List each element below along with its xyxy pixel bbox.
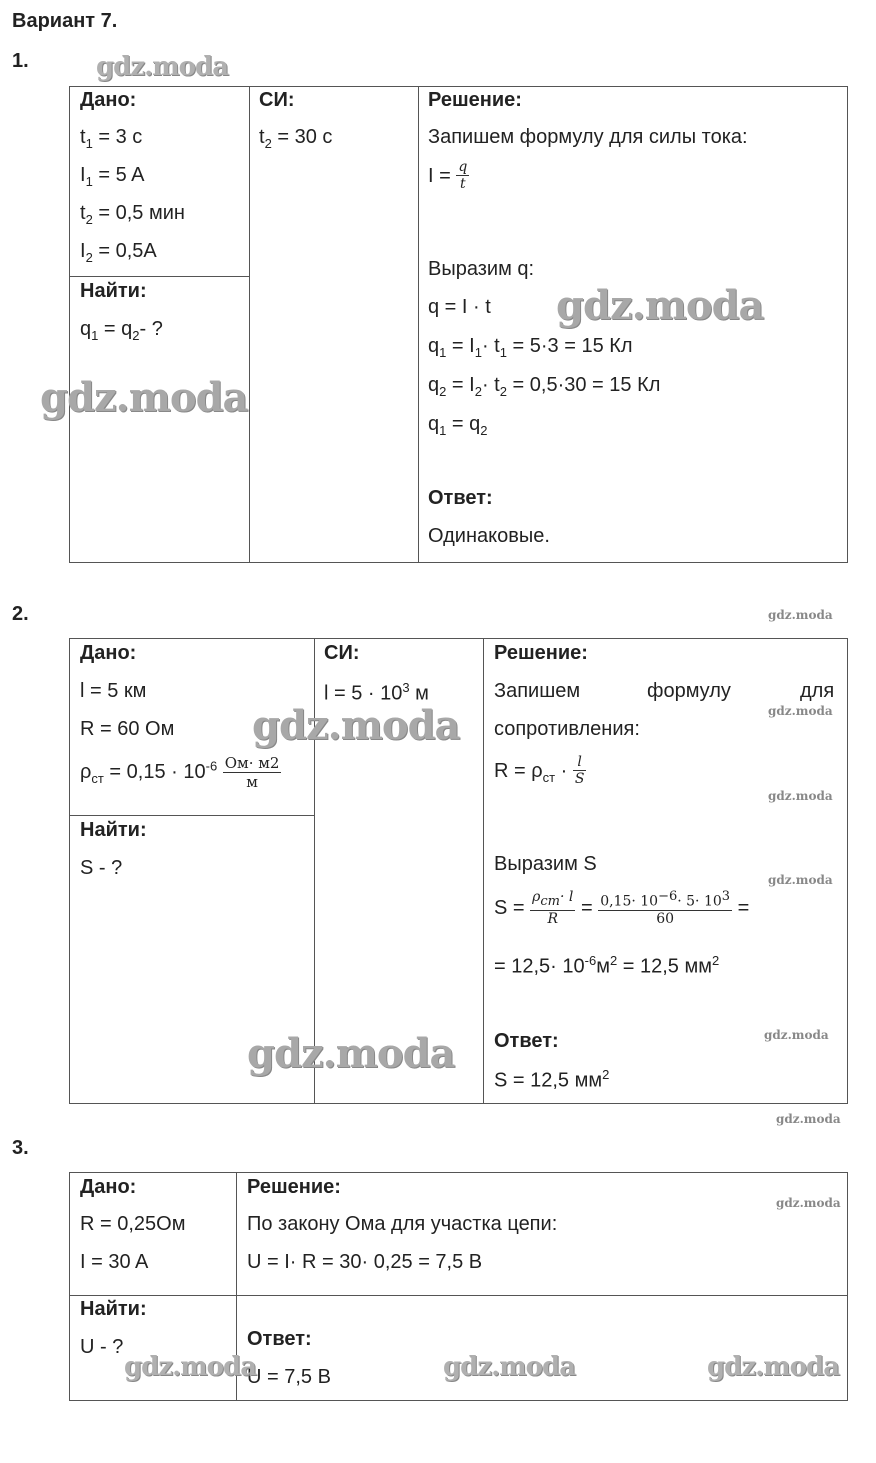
given-line: $\rho_{ст} = 0,15 \cdot 10^{-6}$ $\frac{Ом\cdot м2}{м}$ [80,754,280,791]
watermark: gdz.moda [768,873,833,887]
solution-eq3: $q_2 = I_2\cdot t_2 = 0,5\cdot 30 = 15$ Кл [428,374,661,399]
problem-2-solution-label: Решение: [494,642,588,664]
solution-intro-word: Запишем [494,680,581,702]
watermark: gdz.moda [764,1028,829,1042]
given-line: $t_2 = 0,5$ мин [80,202,185,227]
watermark: gdz.moda [776,1112,841,1126]
solution-result: = $12,5\cdot 10^{-6}м^2 = 12,5$ $мм^2$ [494,953,720,978]
problem-1-find-label: Найти: [80,280,147,302]
watermark: gdz.moda [707,1352,840,1382]
problem-3-number: 3. [12,1137,29,1159]
problem-2-number: 2. [12,603,29,625]
problem-2-find-label: Найти: [80,819,147,841]
watermark: gdz.moda [556,282,764,329]
problem-3-answer: U = 7,5 В [247,1366,331,1388]
problem-3-solution-label: Решение: [247,1176,341,1198]
watermark: gdz.moda [776,1196,841,1210]
formula-area: S = $\frac{\rho_{ст}\cdot l}{R}$ = $\frac{0,15\cdot 10^{-6}\cdot 5\cdot 10^3}{60}$ = [494,889,750,928]
find-line: U - ? [80,1336,124,1358]
problem-1-si-label: СИ: [259,89,295,111]
watermark: gdz.moda [768,608,833,622]
watermark: gdz.moda [124,1352,257,1382]
given-line: I = 30 A [80,1251,149,1273]
watermark: gdz.moda [768,789,833,803]
solution-express: Выразим S [494,853,597,875]
watermark: gdz.moda [40,374,248,421]
solution-intro-word: сопротивления: [494,718,640,740]
formula-resistance: $R = \rho_{ст}$ · $\frac{l}{S}$ [494,754,585,788]
given-line: R = 0,25Ом [80,1213,186,1235]
solution-express: Выразим q: [428,258,535,280]
problem-1-answer: Одинаковые. [428,525,550,547]
problem-1-given-label: Дано: [80,89,137,111]
watermark: gdz.moda [443,1352,576,1382]
problem-1-number: 1. [12,50,29,72]
solution-intro: Запишем формулу для силы тока: [428,126,748,148]
given-line: R = 60 Ом [80,718,175,740]
given-line: $I_2 = 0,5A$ [80,240,157,265]
given-line: $I_1 = 5$ A [80,164,145,189]
watermark: gdz.moda [768,704,833,718]
solution-eq4: $q_1 = q_2$ [428,413,488,438]
watermark: gdz.moda [252,702,460,749]
solution-eq2: $q_1 = I_1\cdot t_1 = 5\cdot 3 = 15$ Кл [428,335,633,360]
solution-eq1: q = I · t [428,296,491,318]
page-title: Вариант 7. [12,10,118,32]
watermark: gdz.moda [96,52,229,82]
solution-intro-word: формулу [647,680,731,702]
problem-3-given-label: Дано: [80,1176,137,1198]
solution-intro-word: для [800,680,835,702]
problem-3-answer-label: Ответ: [247,1328,312,1350]
problem-2-given-label: Дано: [80,642,137,664]
si-line: $t_2 = 30$ c [259,126,333,151]
find-line: S - ? [80,857,123,879]
given-line: $t_1 = 3$ c [80,126,143,151]
watermark: gdz.moda [247,1030,455,1077]
si-line: $l = 5 \cdot 10^3$ м [324,680,429,705]
problem-3-find-label: Найти: [80,1298,147,1320]
find-line: $q_1 = q_2-$ ? [80,318,163,343]
problem-1-solution-label: Решение: [428,89,522,111]
given-line: l = 5 км [80,680,147,702]
problem-2-answer-label: Ответ: [494,1030,559,1052]
solution-intro: По закону Ома для участка цепи: [247,1213,558,1235]
problem-2-answer: S = 12,5 $мм^2$ [494,1067,610,1092]
problem-1-answer-label: Ответ: [428,487,493,509]
problem-2-si-label: СИ: [324,642,360,664]
solution-eq1: U = I· R = 30· 0,25 = 7,5 В [247,1251,483,1273]
formula-current: I = $\frac{q}{t}$ [428,159,468,193]
